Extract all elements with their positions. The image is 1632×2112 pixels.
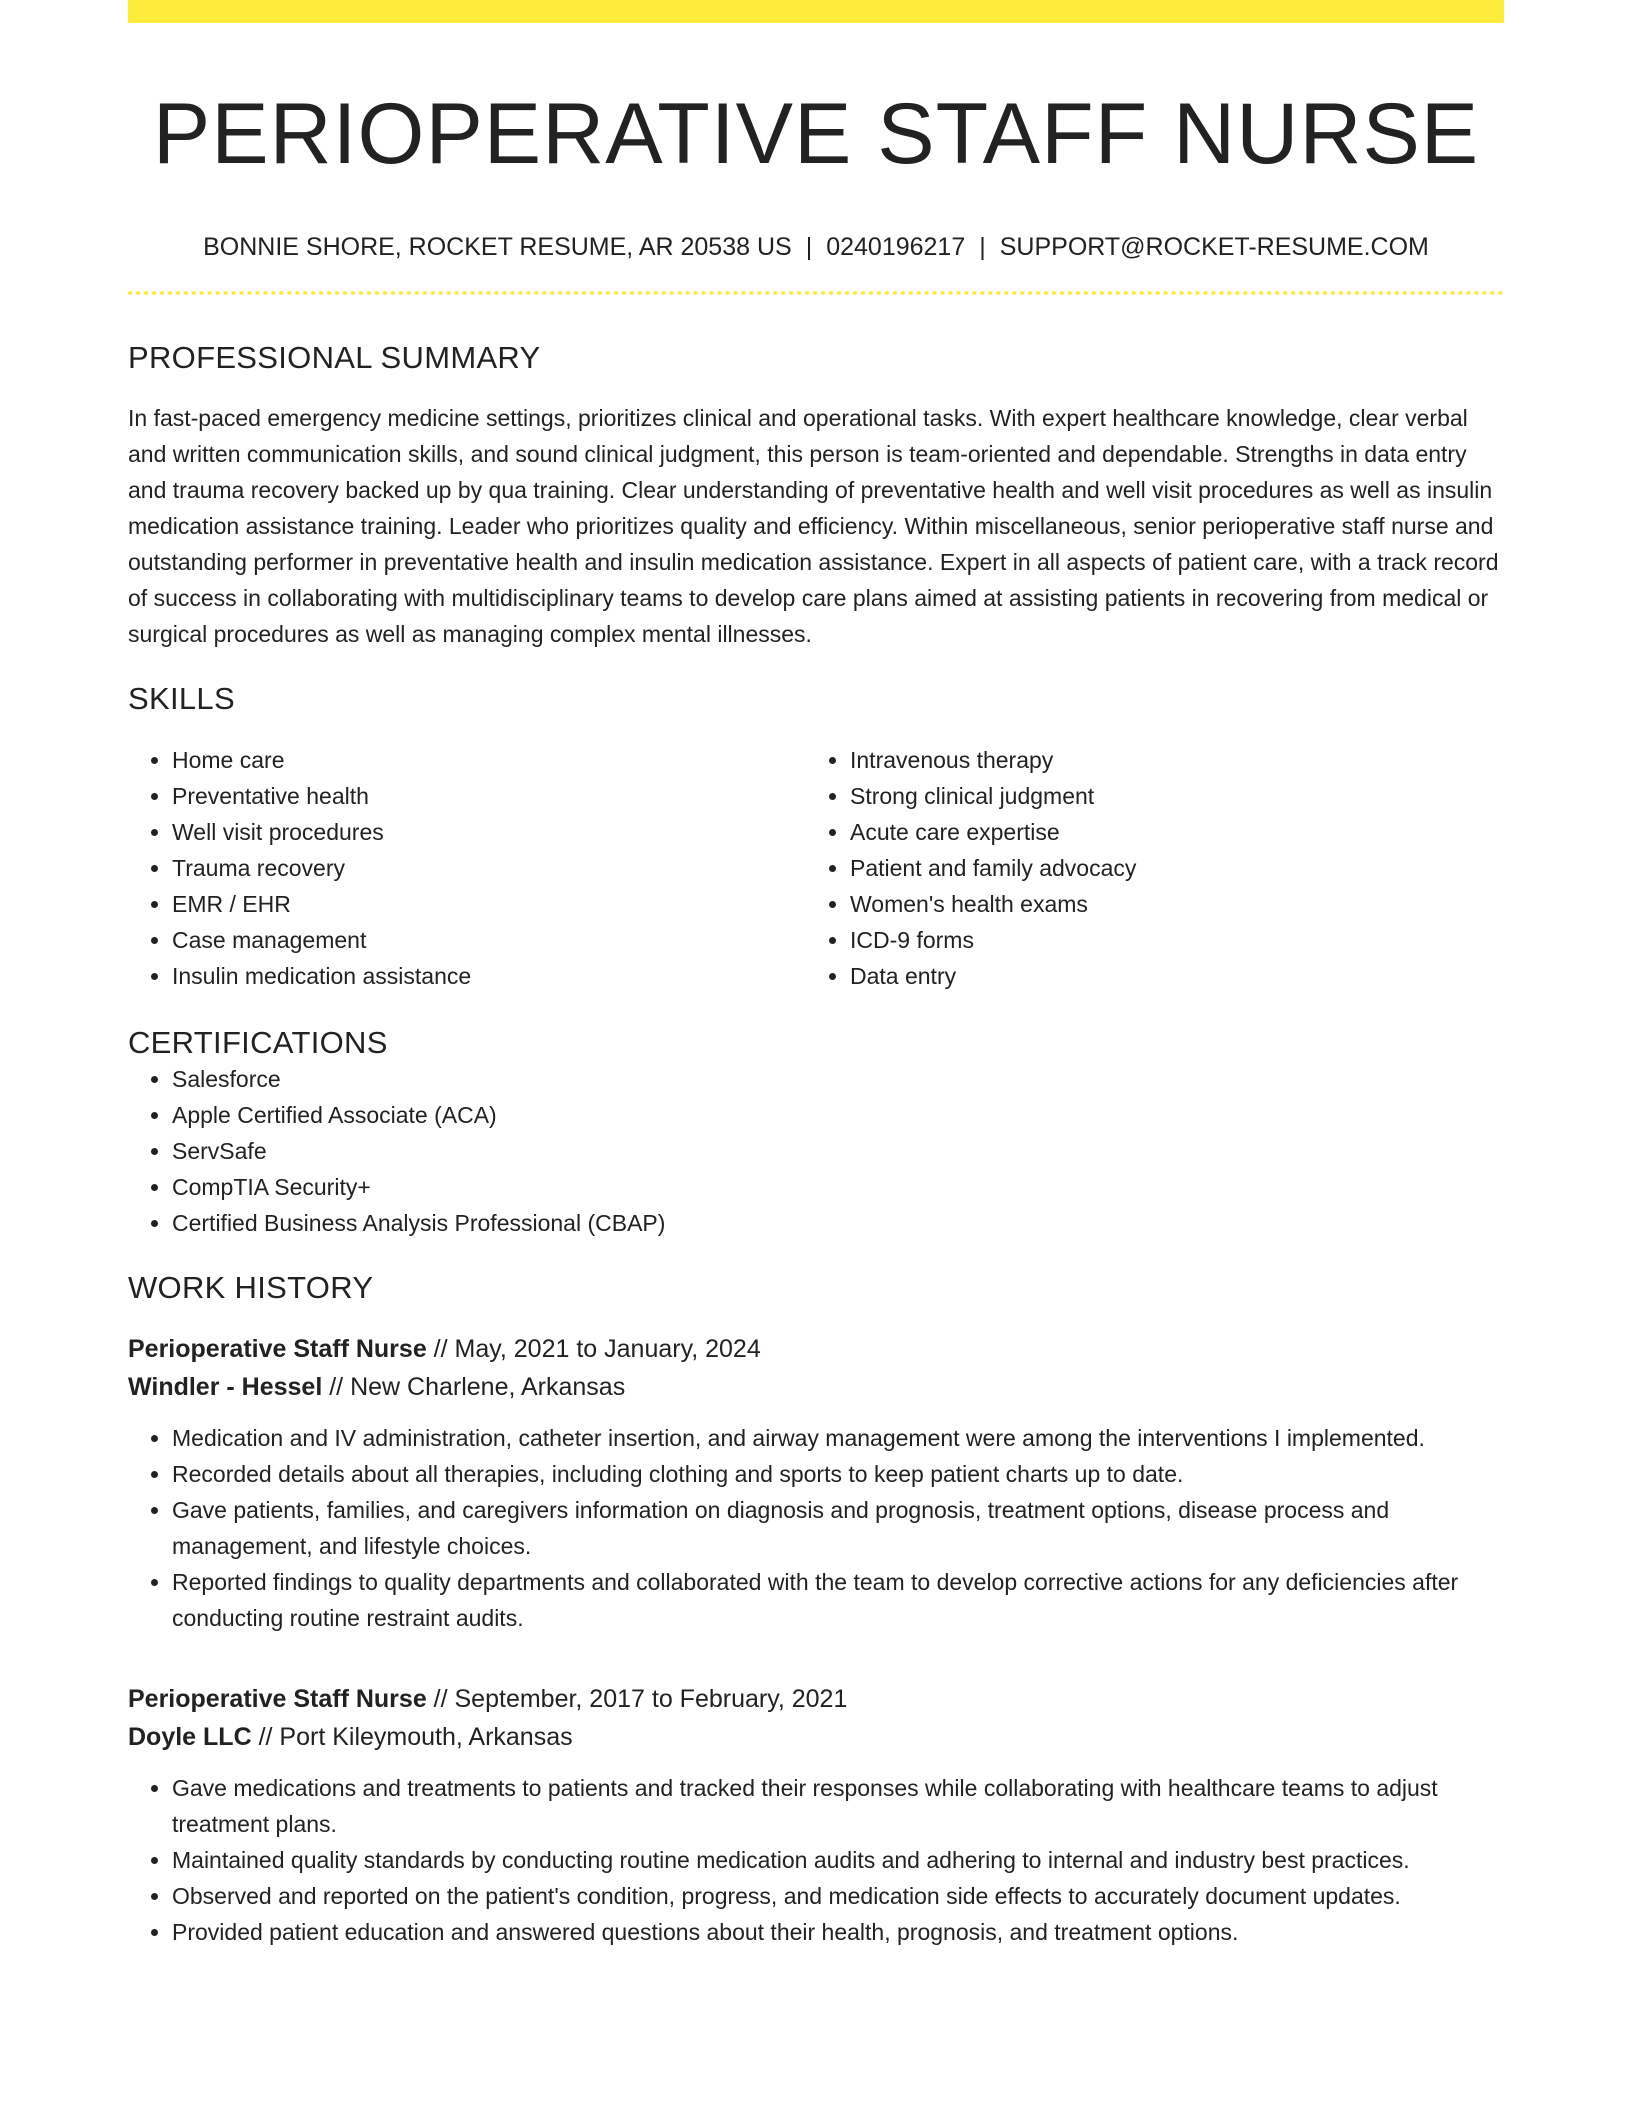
contact-line xyxy=(128,232,1504,262)
summary-section xyxy=(128,339,1504,652)
job-bullet: • Reported findings to quality departments and collaborated with the team to develop corrective actions for any deficiencies after conducting routine restraint audits. xyxy=(172,1564,1504,1636)
skill-item: • Intravenous therapy xyxy=(850,742,1484,778)
job-company-line xyxy=(128,1718,1504,1756)
job-bullets xyxy=(128,1770,1504,1950)
job-bullet: • Medication and IV administration, catheter insertion, and airway management were among the interventions I implemented. xyxy=(172,1420,1504,1456)
certification-item: • CompTIA Security+ xyxy=(172,1169,1504,1205)
job-location: // New Charlene, Arkansas xyxy=(329,1372,626,1401)
skill-item: • Preventative health xyxy=(172,778,806,814)
summary-heading: PROFESSIONAL SUMMARY xyxy=(128,340,541,376)
certifications-section xyxy=(128,1024,1504,1241)
job-company-line xyxy=(128,1368,1504,1406)
skill-item: • Women's health exams xyxy=(850,886,1484,922)
skills-column-right xyxy=(806,742,1484,994)
job-bullet: • Gave medications and treatments to patients and tracked their responses while collaborating with healthcare teams to adjust treatment plans. xyxy=(172,1770,1504,1842)
skill-item: • Patient and family advocacy xyxy=(850,850,1484,886)
certification-item: • Apple Certified Associate (ACA) xyxy=(172,1097,1504,1133)
job-company: Doyle LLC xyxy=(128,1722,252,1751)
certifications-list xyxy=(128,1061,1504,1241)
job-bullet: • Recorded details about all therapies, including clothing and sports to keep patient charts up to date. xyxy=(172,1456,1504,1492)
skill-item: • Acute care expertise xyxy=(850,814,1484,850)
skill-item: • Strong clinical judgment xyxy=(850,778,1484,814)
skill-item: • Insulin medication assistance xyxy=(172,958,806,994)
job-dates: // May, 2021 to January, 2024 xyxy=(433,1334,761,1363)
certification-item: • Salesforce xyxy=(172,1061,1504,1097)
job-bullet: • Observed and reported on the patient's condition, progress, and medication side effects to accurately document updates. xyxy=(172,1878,1504,1914)
job-entry xyxy=(128,1680,1504,1950)
skills-list-right xyxy=(806,742,1484,994)
skill-item: • Home care xyxy=(172,742,806,778)
skills-column-left xyxy=(128,742,806,994)
job-bullet: • Gave patients, families, and caregivers information on diagnosis and prognosis, treatment options, disease process and management, and lifestyle choices. xyxy=(172,1492,1504,1564)
contact-phone: 0240196217 xyxy=(826,233,966,262)
contact-address: BONNIE SHORE, ROCKET RESUME, AR 20538 US xyxy=(203,233,792,262)
contact-email: SUPPORT@ROCKET-RESUME.COM xyxy=(999,233,1429,262)
work-history-heading: WORK HISTORY xyxy=(128,1269,374,1305)
job-dates: // September, 2017 to February, 2021 xyxy=(433,1684,848,1713)
job-bullet: • Provided patient education and answered questions about their health, prognosis, and treatment options. xyxy=(172,1914,1504,1950)
skills-section xyxy=(128,680,1504,993)
skills-heading: SKILLS xyxy=(128,681,235,717)
skill-item: • EMR / EHR xyxy=(172,886,806,922)
header-divider xyxy=(128,291,1504,295)
skill-item: • Data entry xyxy=(850,958,1484,994)
job-entry xyxy=(128,1330,1504,1636)
certifications-heading: CERTIFICATIONS xyxy=(128,1024,388,1060)
certification-item: • Certified Business Analysis Professional (CBAP) xyxy=(172,1205,1504,1241)
skill-item: • ICD-9 forms xyxy=(850,922,1484,958)
resume-page xyxy=(128,0,1504,1950)
job-location: // Port Kileymouth, Arkansas xyxy=(258,1722,573,1751)
page-title: PERIOPERATIVE STAFF NURSE xyxy=(152,86,1480,182)
skills-list-left xyxy=(128,742,806,994)
skill-item: • Well visit procedures xyxy=(172,814,806,850)
job-bullets xyxy=(128,1420,1504,1636)
job-title: Perioperative Staff Nurse xyxy=(128,1684,427,1713)
summary-text: In fast-paced emergency medicine settings, prioritizes clinical and operational tasks. With expert healthcare knowledge, clear verbal and written communication skills, and sound clinical judgment, this person is team-oriented and dependable. Strengths in data entry and trauma recovery backed up by qua training. Clear understanding of preventative health and well visit procedures as well as insulin medication assistance training. Leader who prioritizes quality and efficiency. Within miscellaneous, senior perioperative staff nurse and outstanding performer in preventative health and insulin medication assistance. Expert in all aspects of patient care, with a track record of success in collaborating with multidisciplinary teams to develop care plans aimed at assisting patients in recovering from medical or surgical procedures as well as managing complex mental illnesses. xyxy=(128,405,1499,648)
job-title-line xyxy=(128,1330,1504,1368)
skill-item: • Trauma recovery xyxy=(172,850,806,886)
certification-item: • ServSafe xyxy=(172,1133,1504,1169)
job-company: Windler - Hessel xyxy=(128,1372,323,1401)
job-bullet: • Maintained quality standards by conducting routine medication audits and adhering to internal and industry best practices. xyxy=(172,1842,1504,1878)
contact-separator: | xyxy=(979,233,986,262)
skill-item: • Case management xyxy=(172,922,806,958)
skills-grid xyxy=(128,742,1504,994)
top-accent-bar xyxy=(128,0,1504,23)
work-history-section xyxy=(128,1269,1504,1950)
job-title-line xyxy=(128,1680,1504,1718)
job-title: Perioperative Staff Nurse xyxy=(128,1334,427,1363)
contact-separator: | xyxy=(805,233,813,262)
